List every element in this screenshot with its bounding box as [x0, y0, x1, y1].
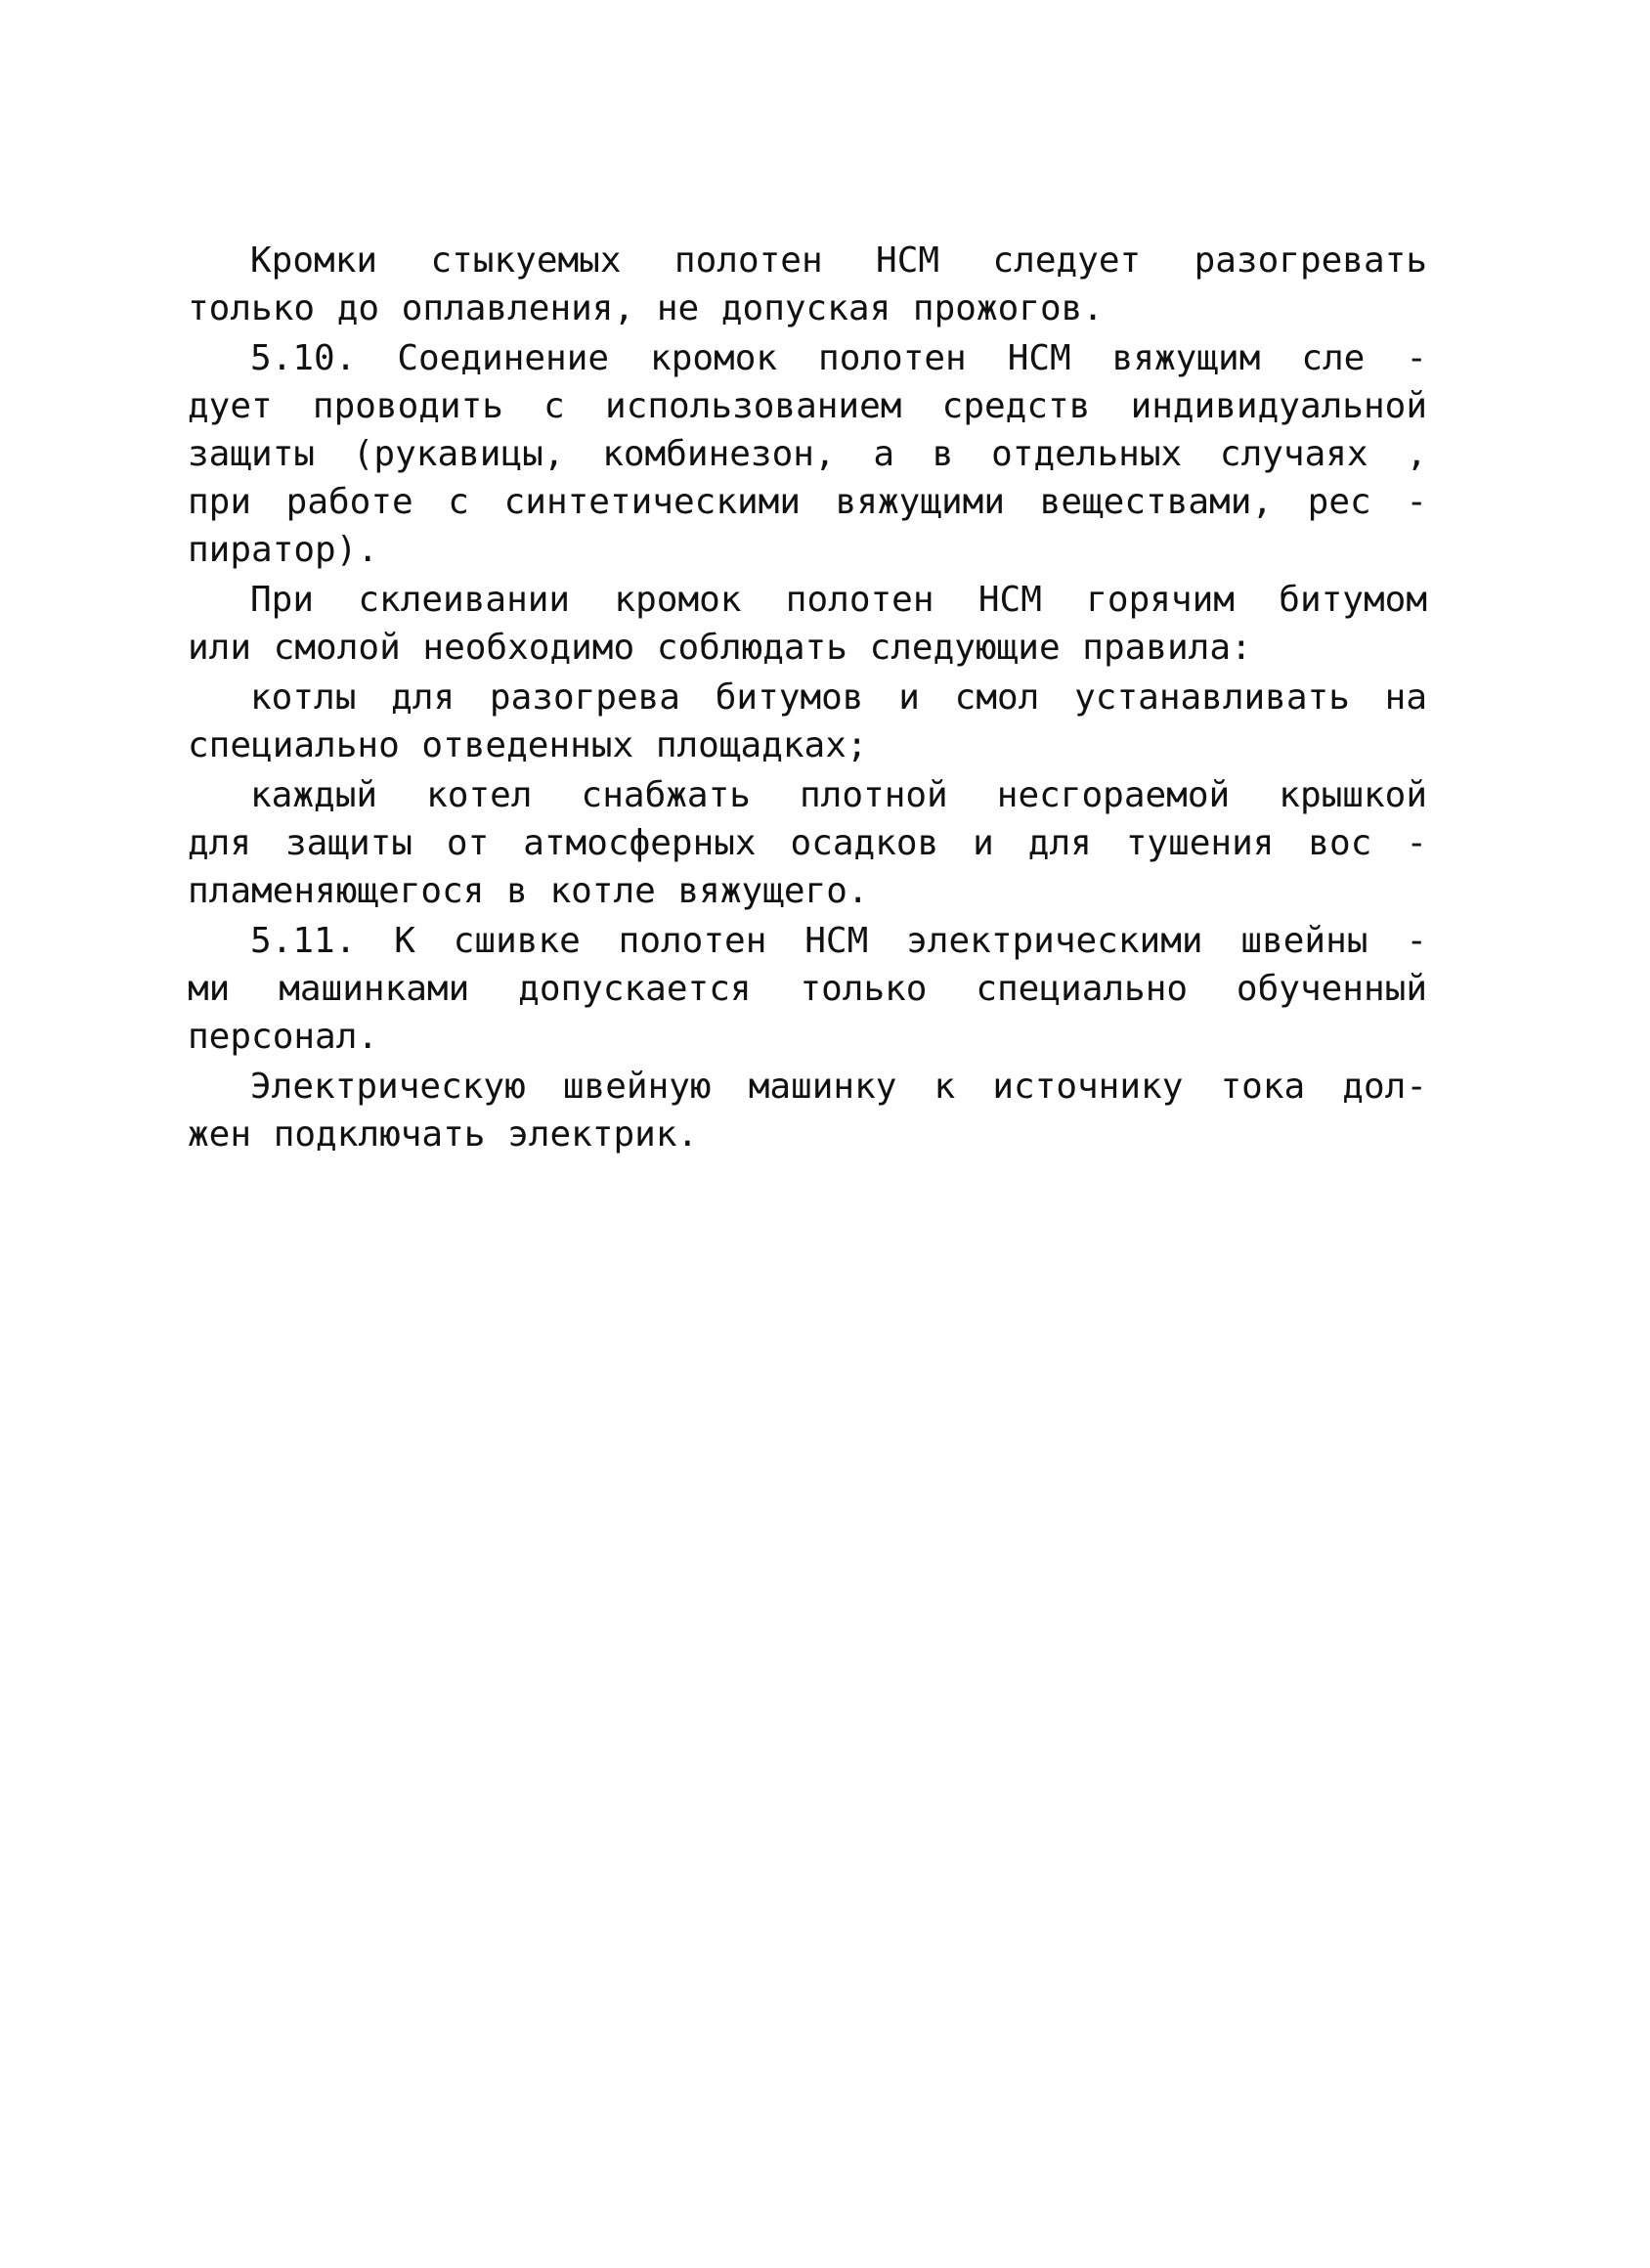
- text-line: котлы для разогрева битумов и смол устанавливать на: [250, 677, 1427, 718]
- text-line: для защиты от атмосферных осадков и для тушения вос -: [188, 823, 1427, 863]
- text-line: каждый котел снабжать плотной несгораемой крышкой: [250, 775, 1427, 815]
- paragraph-boilers-placement: [188, 674, 1427, 769]
- text-line: пламеняющегося в котле вяжущего.: [188, 871, 869, 911]
- paragraph-edge-heating: [188, 237, 1427, 332]
- text-line: жен подключать электрик.: [188, 1114, 699, 1155]
- text-line: При склеивании кромок полотен НСМ горячим битумом: [250, 580, 1427, 620]
- text-line: только до оплавления, не допуская прожогов.: [188, 288, 1104, 328]
- text-line: Электрическую швейную машинку к источнику тока дол-: [250, 1067, 1427, 1107]
- document-body: [188, 237, 1427, 1160]
- text-line: 5.11. К сшивке полотен НСМ электрическими швейны -: [250, 921, 1427, 961]
- text-line: специально отведенных площадках;: [188, 725, 868, 765]
- paragraph-5-11: [188, 917, 1427, 1061]
- paragraph-5-10: [188, 334, 1427, 574]
- text-line: дует проводить с использованием средств индивидуальной: [188, 386, 1427, 426]
- text-line: персонал.: [188, 1017, 379, 1057]
- text-line: 5.10. Соединение кромок полотен НСМ вяжущим сле -: [250, 338, 1427, 378]
- text-line: при работе с синтетическими вяжущими веществами, рес -: [188, 482, 1427, 522]
- paragraph-gluing-rules: [188, 576, 1427, 672]
- paragraph-boiler-lid: [188, 771, 1427, 915]
- text-line: ми машинками допускается только специально обученный: [188, 969, 1427, 1009]
- paragraph-electrician: [188, 1063, 1427, 1158]
- text-line: Кромки стыкуемых полотен НСМ следует разогревать: [250, 240, 1427, 281]
- text-line: пиратор).: [188, 530, 379, 570]
- text-line: защиты (рукавицы, комбинезон, а в отдельных случаях ,: [188, 434, 1427, 474]
- text-line: или смолой необходимо соблюдать следующие правила:: [188, 628, 1252, 668]
